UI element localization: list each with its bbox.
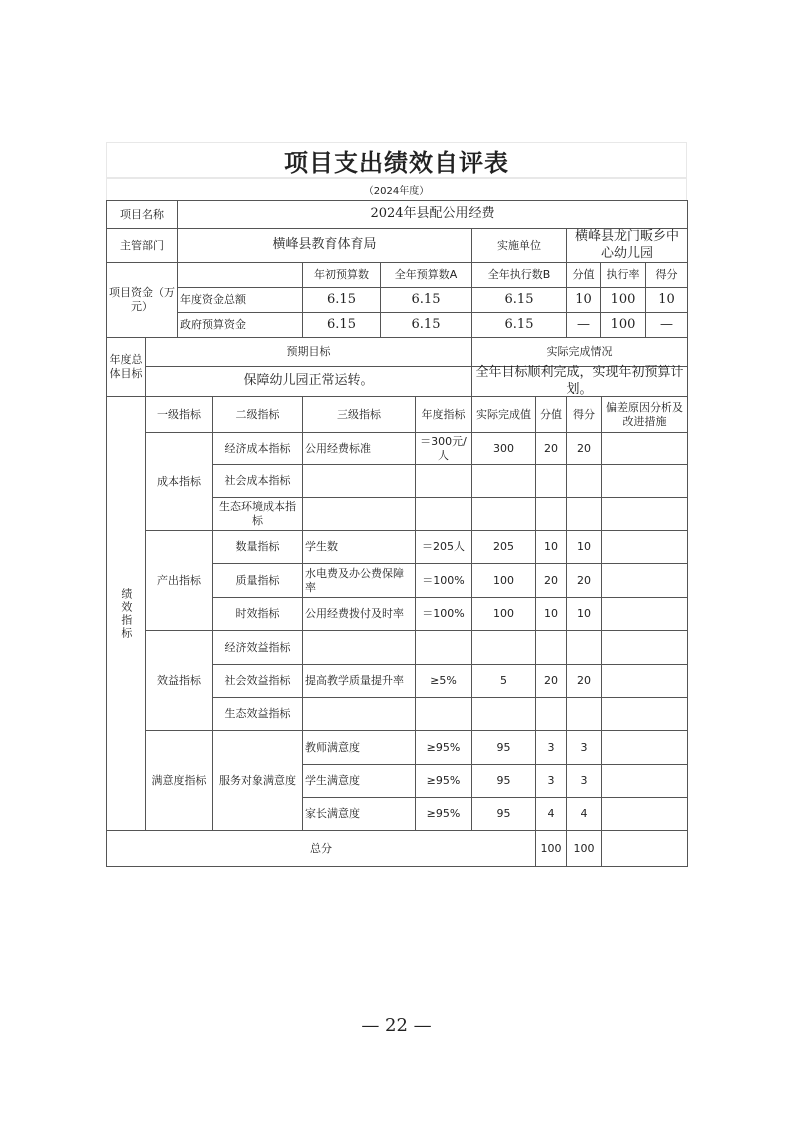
indicator-score: 3 <box>566 764 602 798</box>
indicator-weight: 10 <box>535 530 567 564</box>
indicator-actual <box>471 497 536 531</box>
level2-indicator: 数量指标 <box>212 530 303 564</box>
indicator-weight: 4 <box>535 797 567 831</box>
indicator-weight: 20 <box>535 563 567 598</box>
dept-label: 主管部门 <box>106 228 178 263</box>
indicator-target: ≥95% <box>415 730 472 765</box>
indicator-weight: 3 <box>535 730 567 765</box>
level2-indicator: 时效指标 <box>212 597 303 631</box>
project-name-label: 项目名称 <box>106 200 178 229</box>
impl-unit-label: 实施单位 <box>471 228 567 263</box>
project-name-value: 2024年县配公用经费 <box>177 200 688 229</box>
year-subtitle: （2024年度） <box>106 178 687 200</box>
deviation-analysis-cell <box>601 730 688 765</box>
funds-cell: — <box>566 312 601 338</box>
indicator-weight <box>535 697 567 731</box>
page-number: — 22 — <box>361 1015 432 1036</box>
funds-header: 全年预算数A <box>380 262 472 288</box>
deviation-analysis-cell <box>601 563 688 598</box>
indicator-level3 <box>302 464 416 498</box>
funds-cell: — <box>645 312 688 338</box>
indicator-target <box>415 630 472 665</box>
indicator-header: 偏差原因分析及改进措施 <box>601 396 688 433</box>
expected-goal-value: 保障幼儿园正常运转。 <box>145 366 472 397</box>
level1-indicator: 效益指标 <box>145 630 213 731</box>
indicator-header: 一级指标 <box>145 396 213 433</box>
indicator-score <box>566 497 602 531</box>
funds-cell: 10 <box>645 287 688 313</box>
actual-result-label: 实际完成情况 <box>471 337 688 367</box>
funds-cell: 6.15 <box>471 287 567 313</box>
funds-header: 分值 <box>566 262 601 288</box>
total-blank <box>601 830 688 867</box>
funds-header: 年初预算数 <box>302 262 381 288</box>
indicator-weight: 3 <box>535 764 567 798</box>
total-weight: 100 <box>535 830 567 867</box>
indicator-target: ＝100% <box>415 597 472 631</box>
indicator-weight: 20 <box>535 664 567 698</box>
level2-indicator: 经济成本指标 <box>212 432 303 465</box>
indicator-target: ≥95% <box>415 797 472 831</box>
indicator-target <box>415 697 472 731</box>
goals-label: 年度总体目标 <box>106 337 146 397</box>
indicator-score: 20 <box>566 664 602 698</box>
indicator-actual <box>471 697 536 731</box>
indicator-target <box>415 497 472 531</box>
deviation-analysis-cell <box>601 697 688 731</box>
deviation-analysis-cell <box>601 597 688 631</box>
indicator-score: 3 <box>566 730 602 765</box>
level1-indicator: 产出指标 <box>145 530 213 631</box>
indicator-actual <box>471 630 536 665</box>
indicator-level3: 公用经费拨付及时率 <box>302 597 416 631</box>
funds-row-label: 年度资金总额 <box>177 287 303 313</box>
funds-cell: 100 <box>600 287 646 313</box>
indicator-level3 <box>302 497 416 531</box>
deviation-analysis-cell <box>601 797 688 831</box>
deviation-analysis-cell <box>601 664 688 698</box>
indicator-actual <box>471 464 536 498</box>
funds-row-label: 政府预算资金 <box>177 312 303 338</box>
funds-header-blank <box>177 262 303 288</box>
indicator-target: ≥95% <box>415 764 472 798</box>
indicator-actual: 5 <box>471 664 536 698</box>
indicator-target: ＝100% <box>415 563 472 598</box>
indicator-level3 <box>302 630 416 665</box>
indicator-score: 20 <box>566 432 602 465</box>
level2-indicator: 服务对象满意度 <box>212 730 303 831</box>
indicator-header: 分值 <box>535 396 567 433</box>
indicator-header: 三级指标 <box>302 396 416 433</box>
funds-cell: 6.15 <box>302 312 381 338</box>
total-score: 100 <box>566 830 602 867</box>
indicator-target: ＝300元/人 <box>415 432 472 465</box>
indicator-actual: 300 <box>471 432 536 465</box>
total-label: 总分 <box>106 830 536 867</box>
level1-indicator: 满意度指标 <box>145 730 213 831</box>
indicator-score <box>566 464 602 498</box>
actual-result-value: 全年目标顺利完成，实现年初预算计划。 <box>471 366 688 397</box>
indicator-score: 10 <box>566 530 602 564</box>
indicator-actual: 100 <box>471 597 536 631</box>
deviation-analysis-cell <box>601 464 688 498</box>
funds-cell: 6.15 <box>302 287 381 313</box>
level2-indicator: 生态效益指标 <box>212 697 303 731</box>
indicator-weight: 10 <box>535 597 567 631</box>
indicator-actual: 95 <box>471 797 536 831</box>
indicator-header: 年度指标 <box>415 396 472 433</box>
funds-label: 项目资金（万元） <box>106 262 178 338</box>
indicator-actual: 100 <box>471 563 536 598</box>
indicator-actual: 205 <box>471 530 536 564</box>
level2-indicator: 社会效益指标 <box>212 664 303 698</box>
indicator-level3 <box>302 697 416 731</box>
indicators-side-label: 绩效指标 <box>106 396 146 831</box>
indicator-level3: 公用经费标准 <box>302 432 416 465</box>
indicator-header: 实际完成值 <box>471 396 536 433</box>
funds-header: 得分 <box>645 262 688 288</box>
page-title: 项目支出绩效自评表 <box>106 142 687 178</box>
indicator-score <box>566 697 602 731</box>
indicator-target: ＝205人 <box>415 530 472 564</box>
indicator-weight <box>535 630 567 665</box>
indicator-score <box>566 630 602 665</box>
funds-cell: 6.15 <box>380 312 472 338</box>
level2-indicator: 经济效益指标 <box>212 630 303 665</box>
indicator-level3: 教师满意度 <box>302 730 416 765</box>
deviation-analysis-cell <box>601 497 688 531</box>
level2-indicator: 生态环境成本指标 <box>212 497 303 531</box>
funds-cell: 6.15 <box>471 312 567 338</box>
funds-cell: 100 <box>600 312 646 338</box>
indicator-target: ≥5% <box>415 664 472 698</box>
indicator-score: 20 <box>566 563 602 598</box>
deviation-analysis-cell <box>601 530 688 564</box>
indicator-level3: 学生数 <box>302 530 416 564</box>
indicator-header: 二级指标 <box>212 396 303 433</box>
level2-indicator: 社会成本指标 <box>212 464 303 498</box>
indicator-weight: 20 <box>535 432 567 465</box>
indicator-score: 10 <box>566 597 602 631</box>
indicator-target <box>415 464 472 498</box>
funds-cell: 6.15 <box>380 287 472 313</box>
expected-goal-label: 预期目标 <box>145 337 472 367</box>
indicator-weight <box>535 464 567 498</box>
funds-cell: 10 <box>566 287 601 313</box>
indicator-level3: 水电费及办公费保障率 <box>302 563 416 598</box>
level1-indicator: 成本指标 <box>145 432 213 531</box>
indicator-actual: 95 <box>471 764 536 798</box>
indicator-level3: 学生满意度 <box>302 764 416 798</box>
impl-unit-value: 横峰县龙门畈乡中心幼儿园 <box>566 228 688 263</box>
funds-header: 执行率 <box>600 262 646 288</box>
dept-value: 横峰县教育体育局 <box>177 228 472 263</box>
indicator-header: 得分 <box>566 396 602 433</box>
funds-header: 全年执行数B <box>471 262 567 288</box>
indicator-level3: 提高教学质量提升率 <box>302 664 416 698</box>
deviation-analysis-cell <box>601 764 688 798</box>
deviation-analysis-cell <box>601 630 688 665</box>
indicator-level3: 家长满意度 <box>302 797 416 831</box>
indicator-score: 4 <box>566 797 602 831</box>
level2-indicator: 质量指标 <box>212 563 303 598</box>
indicator-weight <box>535 497 567 531</box>
deviation-analysis-cell <box>601 432 688 465</box>
indicator-actual: 95 <box>471 730 536 765</box>
